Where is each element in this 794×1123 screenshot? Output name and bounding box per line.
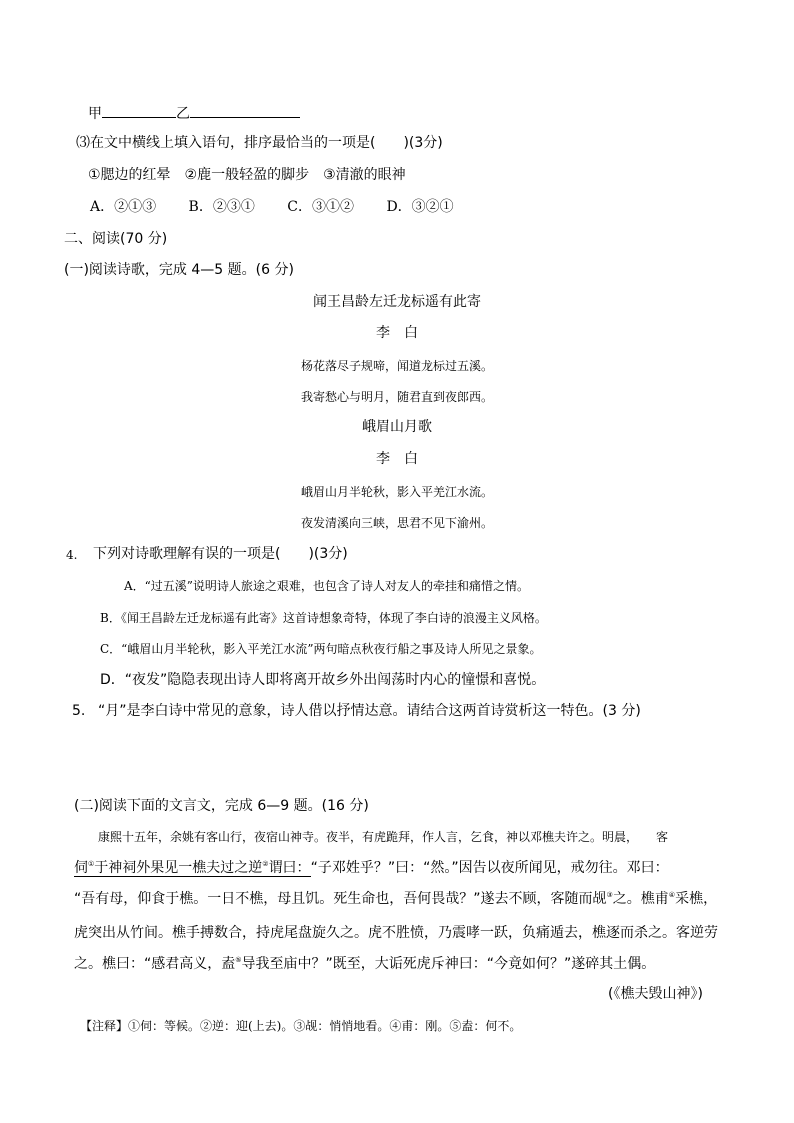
section-heading: 二、阅读(70 分) [64, 231, 168, 247]
poem1-line1: 杨花落尽子规啼，闻道龙标过五溪。 [300, 359, 493, 373]
poem2-author: 李 白 [376, 451, 418, 467]
q4-number: 4. [66, 548, 78, 562]
passage-line-1: 康熙十五年，余姚有客山行，夜宿山神寺。夜半，有虎跪拜，作人言，乞食，神以邓樵夫许之。明晨， 客 [98, 830, 669, 844]
passage-line-4: 虎突出从竹间。樵手搏数合，持虎尾盘旋久之。虎不胜愤，乃震哮一跃，负痛遁去，樵逐而杀之。客逆劳 [74, 925, 718, 941]
passage-line-3: “吾有母，仰食于樵。一日不樵，母且饥。死生命也，吾何畏哉？”遂去不顾，客随而觇③之。樵甫④采樵， [74, 891, 718, 907]
note-ref-5: ⑤ [235, 956, 242, 964]
note-ref-3: ③ [606, 891, 613, 899]
passage-line-5: 之。樵曰：“感君高义，盍⑤导我至庙中？”既至，大诟死虎斥神曰：“今竟如何？”遂碎其土偶。 [74, 956, 656, 972]
q3-choices: A．②①③ B．②③① C．③①② D．③②① [90, 199, 454, 215]
poem1-line2: 我寄愁心与明月，随君直到夜郎西。 [300, 390, 493, 404]
part1-heading: (一)阅读诗歌，完成 4—5 题。(6 分) [64, 262, 294, 278]
poem1-author: 李 白 [376, 325, 418, 341]
poem2-line2: 夜发清溪向三峡，思君不见下渝州。 [300, 516, 493, 530]
poem2-line1: 峨眉山月半轮秋，影入平羌江水流。 [300, 485, 493, 499]
note-ref-4: ④ [668, 891, 676, 899]
q4-option-b[interactable]: B．《闻王昌龄左迁龙标遥有此寄》这首诗想象奇特，体现了李白诗的浪漫主义风格。 [100, 611, 547, 625]
passage-notes: 【注释】①伺：等候。②逆：迎(上去)。③觇：悄悄地看。④甫：刚。⑤盍：何不。 [80, 1019, 522, 1033]
underlined-sentence: 伺①于神祠外果见一樵夫过之逆②谓曰： [74, 860, 311, 876]
part2-heading: (二)阅读下面的文言文，完成 6—9 题。(16 分) [74, 798, 369, 814]
passage-line-2: 伺①于神祠外果见一樵夫过之逆②谓曰：“子邓姓乎？”曰：“然。”因告以夜所闻见，戒勿往。邓曰： [74, 860, 669, 876]
passage-source: (《樵夫毁山神》) [608, 986, 703, 1002]
q4-option-a[interactable]: A．“过五溪”说明诗人旅途之艰难，也包含了诗人对友人的牵挂和痛惜之情。 [124, 579, 529, 593]
q4-stem: 下列对诗歌理解有误的一项是( )(3分) [93, 546, 348, 562]
q3-items: ①腮边的红晕 ②鹿一般轻盈的脚步 ③清澈的眼神 [88, 167, 406, 183]
answer-blank-yi[interactable] [190, 103, 300, 118]
answer-blank-jia[interactable] [102, 103, 176, 118]
note-ref-2: ② [262, 860, 269, 868]
note-ref-1: ① [88, 860, 95, 868]
q5-number: 5. [72, 703, 86, 719]
fill-in-line [88, 103, 300, 123]
poem1-title: 闻王昌龄左迁龙标遥有此寄 [313, 294, 481, 310]
poem2-title: 峨眉山月歌 [362, 419, 432, 435]
q4-option-c[interactable]: C．“峨眉山月半轮秋，影入平羌江水流”两句暗点秋夜行船之事及诗人所见之景象。 [100, 642, 542, 656]
blank-label-jia: 甲 [88, 106, 102, 122]
q5-stem: “月”是李白诗中常见的意象，诗人借以抒情达意。请结合这两首诗赏析这一特色。(3 分) [98, 703, 641, 719]
q4-option-d[interactable]: D．“夜发”隐隐表现出诗人即将离开故乡外出闯荡时内心的憧憬和喜悦。 [100, 672, 546, 688]
blank-label-yi: 乙 [176, 106, 190, 122]
q3-stem: ⑶在文中横线上填入语句，排序最恰当的一项是( )(3分) [76, 135, 443, 151]
